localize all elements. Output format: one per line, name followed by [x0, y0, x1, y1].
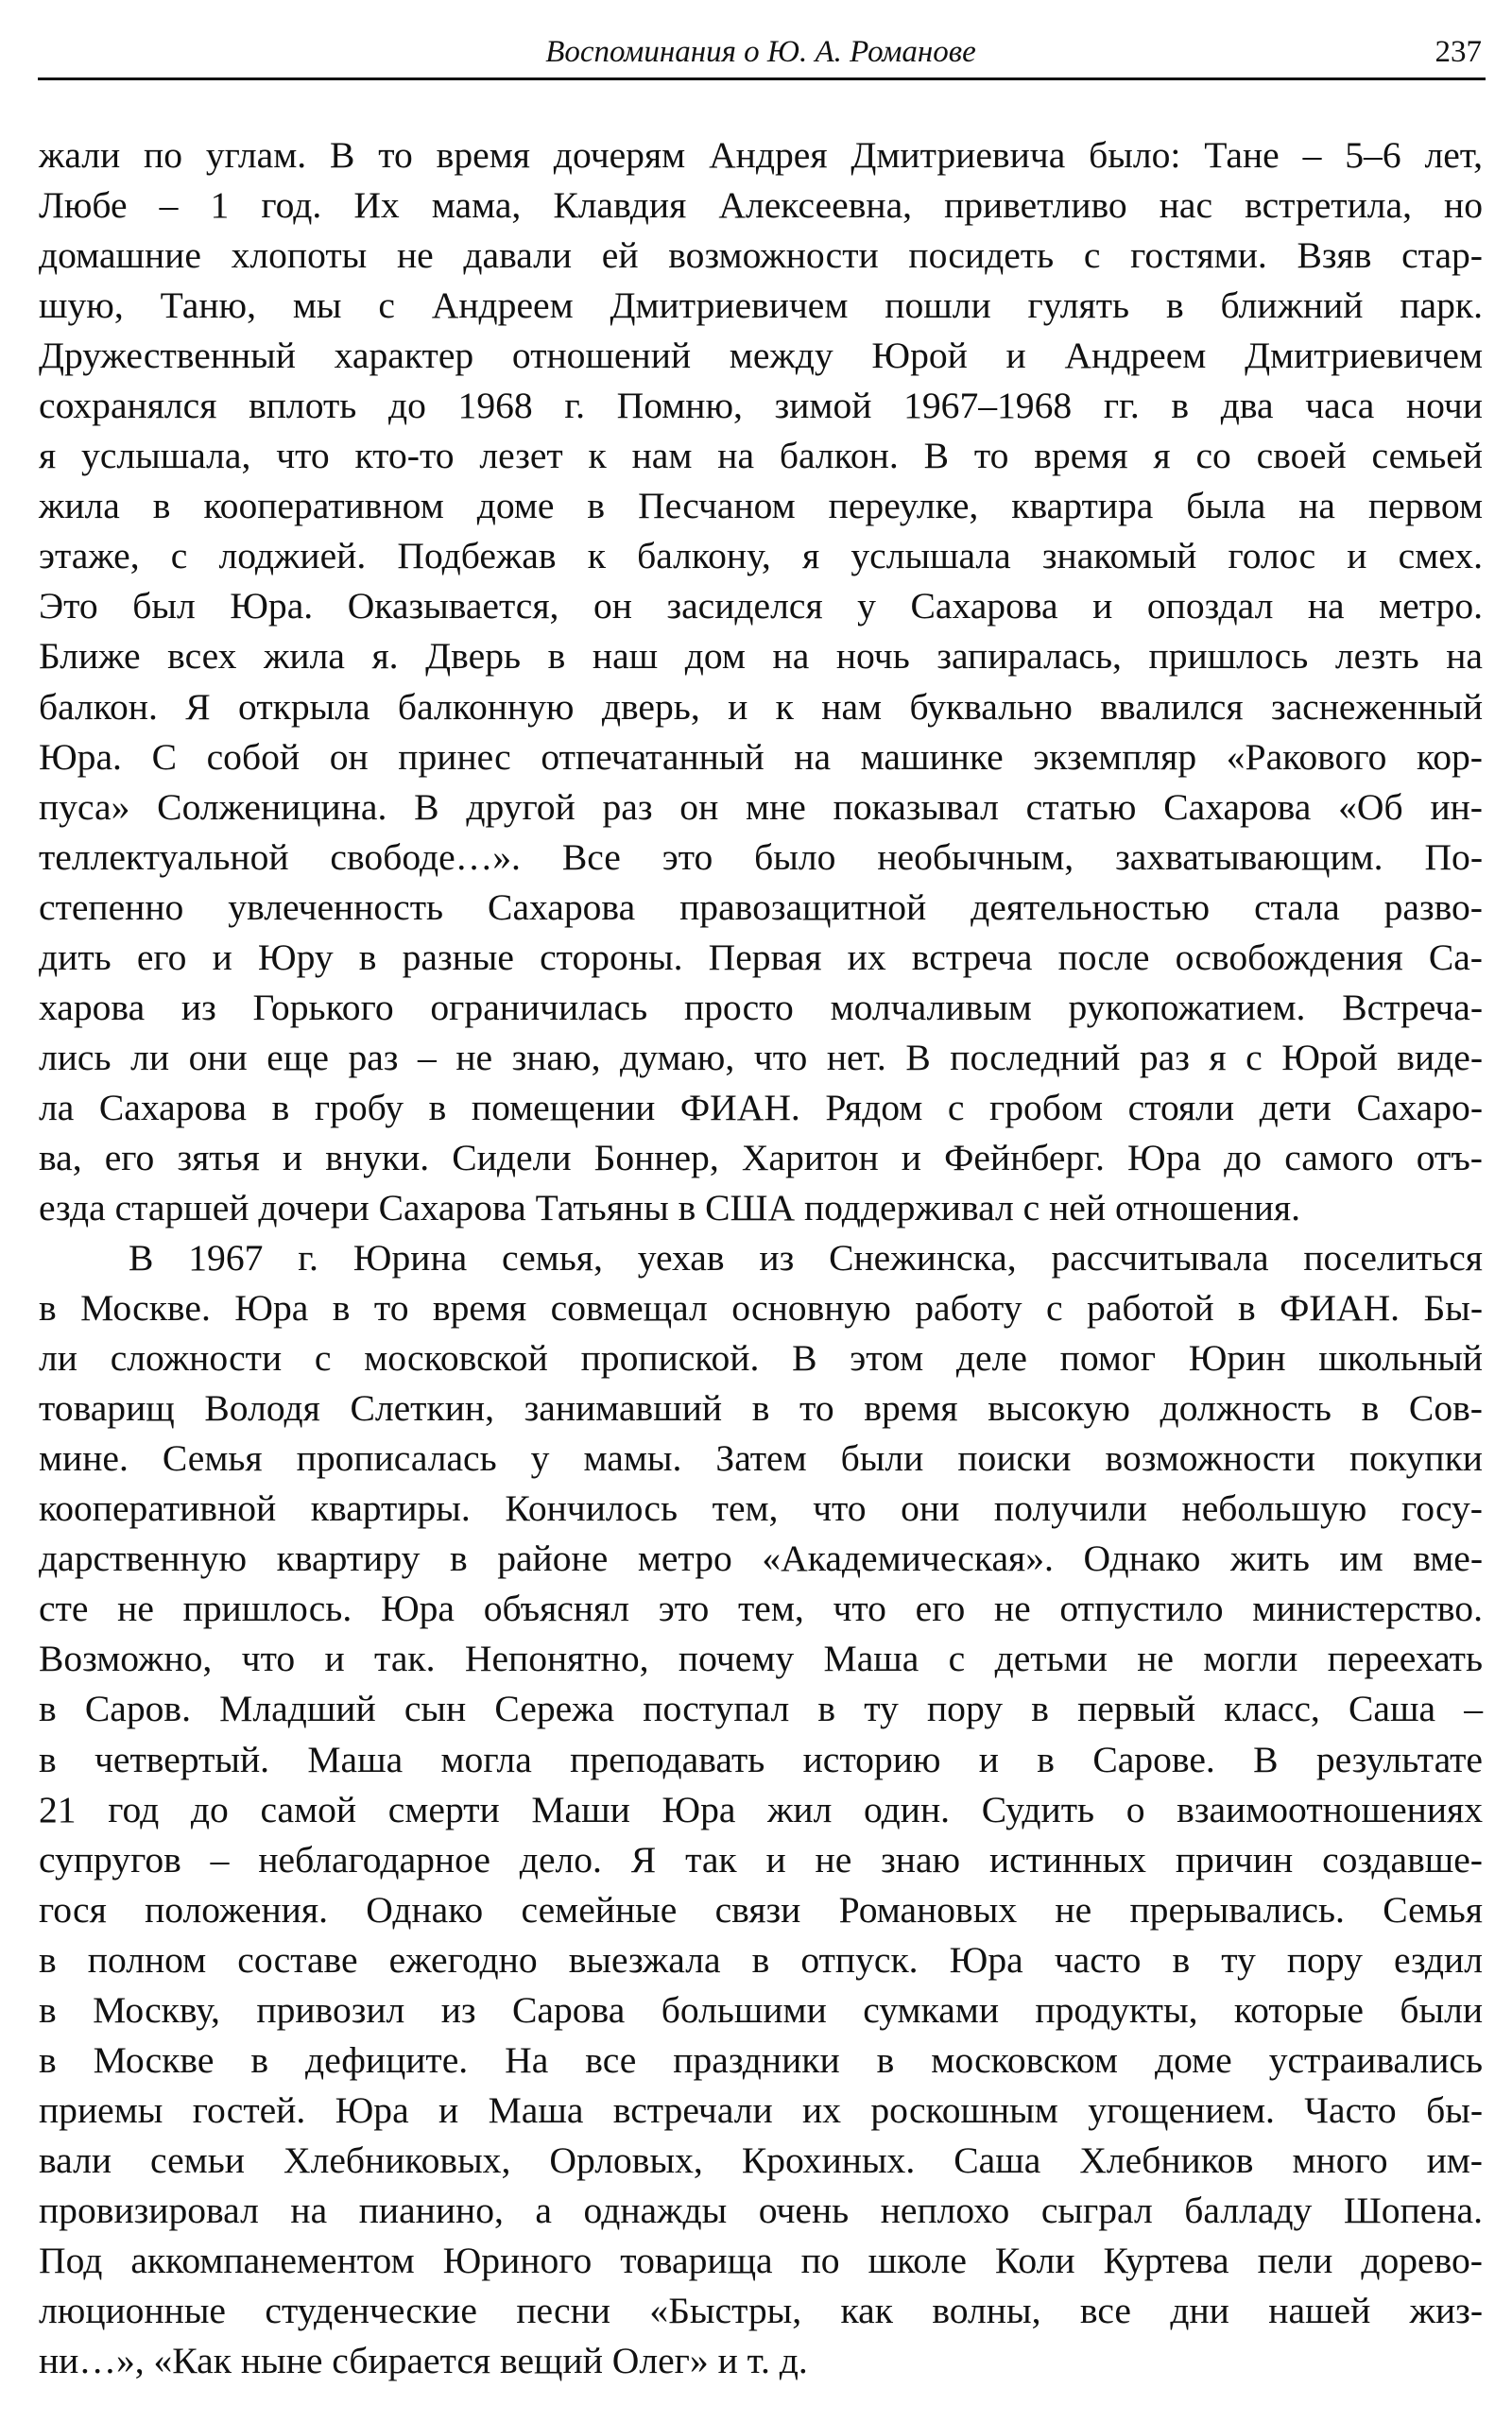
text-line: приемы гостей. Юра и Маша встречали их роскошным угощением. Часто бы-	[39, 2088, 1483, 2131]
paragraph-1	[39, 130, 1483, 1233]
text-line: вали семьи Хлебниковых, Орловых, Крохиных. Саша Хлебников много им-	[39, 2139, 1483, 2181]
text-line: ва, его зятья и внуки. Сидели Боннер, Харитон и Фейнберг. Юра до самого отъ-	[39, 1136, 1483, 1178]
text-line: степенно увлеченность Сахарова правозащитной деятельностью стала разво-	[39, 885, 1483, 928]
text-line: Под аккомпанементом Юриного товарища по школе Коли Куртева пели дорево-	[39, 2239, 1483, 2281]
text-line: жали по углам. В то время дочерям Андрея Дмитриевича было: Тане – 5–6 лет,	[39, 134, 1483, 176]
text-line: мине. Семья прописалась у мамы. Затем были поиски возможности покупки	[39, 1437, 1483, 1480]
page-number: 237	[1435, 35, 1482, 69]
text-line: в Москве в дефиците. На все праздники в московском доме устраивались	[39, 2038, 1483, 2081]
text-line: в Москву, привозил из Сарова большими сумками продукты, которые были	[39, 1988, 1483, 2031]
text-line: езда старшей дочери Сахарова Татьяны в США поддерживал с ней отношения.	[39, 1186, 1300, 1228]
text-line: Юра. С собой он принес отпечатанный на машинке экземпляр «Ракового кор-	[39, 735, 1483, 778]
text-line: провизировал на пианино, а однажды очень неплохо сыграл балладу Шопена.	[39, 2189, 1483, 2231]
text-line: в четвертый. Маша могла преподавать историю и в Сарове. В результате	[39, 1738, 1483, 1780]
text-line: теллектуальной свободе…». Все это было необычным, захватывающим. По-	[39, 835, 1483, 878]
text-line: В 1967 г. Юрина семья, уехав из Снежинска, рассчитывала поселиться	[129, 1237, 1483, 1280]
text-line: товарищ Володя Слеткин, занимавший в то время высокую должность в Сов-	[39, 1387, 1483, 1430]
text-line: жила в кооперативном доме в Песчаном переулке, квартира была на первом	[39, 485, 1483, 527]
running-header	[38, 26, 1484, 77]
text-line: балкон. Я открыла балконную дверь, и к нам буквально ввалился заснеженный	[39, 685, 1483, 728]
text-line: Это был Юра. Оказывается, он засиделся у Сахарова и опоздал на метро.	[39, 585, 1483, 627]
text-line: супругов – неблагодарное дело. Я так и не знаю истинных причин создавше-	[39, 1838, 1483, 1881]
text-line: Любе – 1 год. Их мама, Клавдия Алексеевна, приветливо нас встретила, но	[39, 184, 1483, 227]
text-line: дить его и Юру в разные стороны. Первая их встреча после освобождения Са-	[39, 936, 1483, 978]
header-rule	[38, 77, 1486, 80]
text-line: люционные студенческие песни «Быстры, как волны, все дни нашей жиз-	[39, 2290, 1483, 2332]
text-line: сохранялся вплоть до 1968 г. Помню, зимой 1967–1968 гг. в два часа ночи	[39, 385, 1483, 427]
text-line: 21 год до самой смерти Маши Юра жил один. Судить о взаимоотношениях	[39, 1788, 1483, 1830]
text-line: в Саров. Младший сын Сережа поступал в ту пору в первый класс, Саша –	[39, 1688, 1483, 1730]
paragraph-2	[39, 1233, 1483, 2386]
text-line: дарственную квартиру в районе метро «Академическая». Однако жить им вме-	[39, 1537, 1483, 1580]
text-line: я услышала, что кто-то лезет к нам на балкон. В то время я со своей семьей	[39, 435, 1483, 477]
text-line: шую, Таню, мы с Андреем Дмитриевичем пошли гулять в ближний парк.	[39, 284, 1483, 327]
text-line: Дружественный характер отношений между Юрой и Андреем Дмитриевичем	[39, 335, 1483, 377]
text-line: Ближе всех жила я. Дверь в наш дом на ночь запиралась, пришлось лезть на	[39, 635, 1483, 678]
text-line: в полном составе ежегодно выезжала в отпуск. Юра часто в ту пору ездил	[39, 1938, 1483, 1981]
text-line: Возможно, что и так. Непонятно, почему Маша с детьми не могли переехать	[39, 1638, 1483, 1680]
text-line: сте не пришлось. Юра объяснял это тем, что его не отпустило министерство.	[39, 1588, 1483, 1630]
text-line: ли сложности с московской пропиской. В этом деле помог Юрин школьный	[39, 1337, 1483, 1380]
text-line: ла Сахарова в гробу в помещении ФИАН. Рядом с гробом стояли дети Сахаро-	[39, 1086, 1483, 1128]
text-line: ни…», «Как ныне сбирается вещий Олег» и т. д.	[39, 2340, 808, 2382]
text-line: в Москве. Юра в то время совмещал основную работу с работой в ФИАН. Бы-	[39, 1287, 1483, 1330]
text-line: кооперативной квартиры. Кончилось тем, что они получили небольшую госу-	[39, 1487, 1483, 1530]
text-line: гося положения. Однако семейные связи Романовых не прерывались. Семья	[39, 1888, 1483, 1931]
running-title: Воспоминания о Ю. А. Романове	[545, 35, 976, 69]
text-line: домашние хлопоты не давали ей возможности посидеть с гостями. Взяв стар-	[39, 234, 1483, 277]
text-line: пуса» Солженицина. В другой раз он мне показывал статью Сахарова «Об ин-	[39, 785, 1483, 828]
text-line: этаже, с лоджией. Подбежав к балкону, я услышала знакомый голос и смех.	[39, 535, 1483, 577]
text-line: харова из Горького ограничилась просто молчаливым рукопожатием. Встреча-	[39, 986, 1483, 1028]
text-line: лись ли они еще раз – не знаю, думаю, что нет. В последний раз я с Юрой виде-	[39, 1036, 1483, 1078]
body-text	[39, 130, 1483, 2386]
